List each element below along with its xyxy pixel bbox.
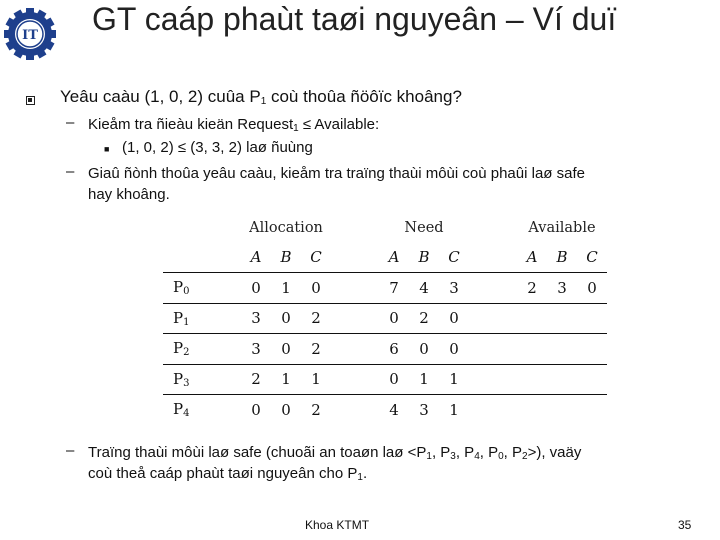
table-gap [469,213,517,243]
alloc-cell: 3 [241,303,271,334]
resource-table [163,213,607,425]
sub-bullet-comparison: (1, 0, 2) ≤ (3, 3, 2) laø ñuùng [122,139,313,156]
alloc-cell: 2 [301,395,331,425]
alloc-cell: 1 [301,364,331,395]
table-gap [469,395,517,425]
avail-cell [517,303,547,334]
process-label [163,364,241,395]
table-row [163,273,607,304]
table-gap [469,243,517,273]
avail-cell [517,364,547,395]
need-cell: 0 [409,334,439,365]
column-header: C [586,248,598,267]
avail-cell [517,334,547,365]
avail-cell [547,334,577,365]
column-header: C [310,248,322,267]
need-cell: 0 [379,364,409,395]
slide-title: GT caáp phaùt taøi nguyeân – Ví duï [92,1,617,37]
table-row [163,303,607,334]
alloc-cell: 0 [301,273,331,304]
avail-cell [547,303,577,334]
need-cell: 4 [409,273,439,304]
university-logo [4,8,56,60]
process-label [163,334,241,365]
process-label [163,303,241,334]
avail-cell [577,303,607,334]
group-header-available: Available [528,219,596,236]
process-name: P [173,339,184,358]
alloc-cell: 0 [241,273,271,304]
process-name: P [173,308,184,327]
column-header: B [556,248,568,267]
process-name: P [173,278,184,297]
avail-cell [517,395,547,425]
footer-department: Khoa KTMT [305,518,370,532]
process-index: 1 [183,316,190,328]
need-cell: 3 [439,273,469,304]
alloc-cell: 0 [241,395,271,425]
column-header: C [448,248,460,267]
avail-cell [577,395,607,425]
dash-marker: – [66,163,75,180]
table-gap [331,213,379,243]
table-gap [331,243,379,273]
alloc-cell: 1 [271,364,301,395]
need-cell: 0 [379,303,409,334]
need-cell: 0 [439,303,469,334]
column-header: B [418,248,430,267]
dash-marker: – [66,114,75,131]
logo-lettering: IT [22,28,38,43]
column-header: A [250,248,262,267]
alloc-cell: 1 [271,273,301,304]
main-bullet: Yeâu caàu (1, 0, 2) cuûa $P_1$ coù thoûa ñöôïc khoâng? [60,87,462,107]
need-cell: 0 [439,334,469,365]
need-cell: 1 [439,395,469,425]
avail-cell: 0 [577,273,607,304]
dash-item-assume-line1: Giaû ñònh thoûa yeâu caàu, kieåm tra traïng thaùi môùi coù phaûi laø safe [88,165,585,182]
table-gap [469,334,517,365]
process-index: 3 [183,377,190,389]
avail-cell [577,364,607,395]
column-header: B [280,248,292,267]
table-corner [163,213,241,243]
alloc-cell: 2 [241,364,271,395]
dash-item-check: Kieåm tra ñieàu kieän Request$_1$ ≤ Available: [88,116,380,134]
table-gap [469,273,517,304]
small-square-bullet-icon: ■ [104,144,110,154]
alloc-cell: 2 [301,303,331,334]
need-cell: 1 [439,364,469,395]
need-cell: 7 [379,273,409,304]
column-header: A [526,248,538,267]
column-header: A [388,248,400,267]
table-gap [331,334,379,365]
table-gap [331,395,379,425]
need-cell: 3 [409,395,439,425]
process-name: P [173,369,184,388]
process-label [163,395,241,425]
page-number: 35 [678,518,692,532]
avail-cell: 2 [517,273,547,304]
dash-item-conclusion-line2: coù theå caáp phaùt taøi nguyeân cho $P_1$. [88,465,368,483]
group-header-allocation: Allocation [249,219,323,236]
alloc-cell: 0 [271,334,301,365]
table-row [163,334,607,365]
dash-item-assume-line2: hay khoâng. [88,186,170,203]
process-index: 4 [183,408,190,420]
avail-cell [547,364,577,395]
avail-cell: 3 [547,273,577,304]
process-label [163,273,241,304]
group-header-need: Need [404,219,444,236]
need-cell: 1 [409,364,439,395]
process-index: 0 [183,286,190,298]
table-group-header-row [163,213,607,243]
table-gap [331,273,379,304]
need-cell: 2 [409,303,439,334]
dash-item-conclusion-line1: Traïng thaùi môùi laø safe (chuoãi an toaøn laø $<P_1$, $P_3$, $P_4$, $P_0$, $P_2>$), vaäy [88,444,582,462]
avail-cell [577,334,607,365]
table-row [163,364,607,395]
alloc-cell: 0 [271,303,301,334]
table-gap [331,364,379,395]
alloc-cell: 2 [301,334,331,365]
table-corner [163,243,241,273]
table-row [163,395,607,425]
need-cell: 4 [379,395,409,425]
process-index: 2 [183,347,190,359]
dash-marker: – [66,442,75,459]
process-name: P [173,400,184,419]
table-gap [469,364,517,395]
avail-cell [547,395,577,425]
square-bullet-icon [26,96,35,105]
need-cell: 6 [379,334,409,365]
table-column-header-row [163,243,607,273]
table-gap [331,303,379,334]
alloc-cell: 3 [241,334,271,365]
alloc-cell: 0 [271,395,301,425]
table-gap [469,303,517,334]
